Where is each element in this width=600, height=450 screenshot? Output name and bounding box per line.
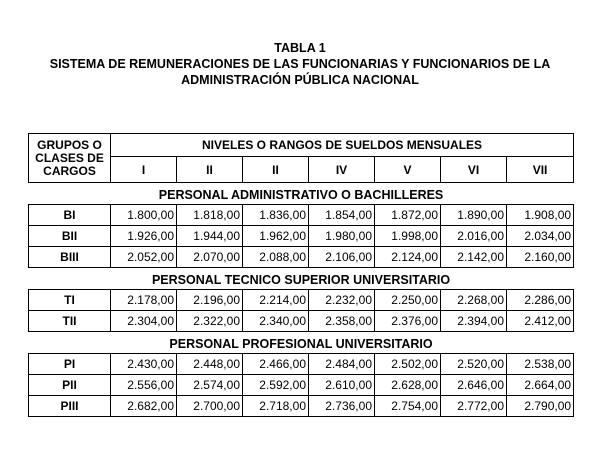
salary-cell: 2.646,00 — [441, 375, 507, 396]
salary-cell: 2.088,00 — [243, 247, 309, 268]
level-header-4: IV — [309, 157, 375, 183]
salary-cell: 2.196,00 — [177, 290, 243, 311]
salary-cell: 2.502,00 — [375, 354, 441, 375]
level-header-6: VI — [441, 157, 507, 183]
salary-cell: 2.700,00 — [177, 396, 243, 417]
salary-cell: 2.736,00 — [309, 396, 375, 417]
salary-cell: 2.034,00 — [507, 226, 574, 247]
salary-cell: 2.142,00 — [441, 247, 507, 268]
salary-cell: 2.214,00 — [243, 290, 309, 311]
salary-cell: 2.070,00 — [177, 247, 243, 268]
salary-cell: 1.908,00 — [507, 205, 574, 226]
section-row — [29, 332, 574, 354]
grade-code: TII — [29, 311, 111, 332]
salary-cell: 2.610,00 — [309, 375, 375, 396]
salary-cell: 2.718,00 — [243, 396, 309, 417]
salary-cell: 1.890,00 — [441, 205, 507, 226]
group-header-line-2: CLASES DE — [35, 150, 104, 165]
salary-cell: 2.394,00 — [441, 311, 507, 332]
salary-cell: 2.448,00 — [177, 354, 243, 375]
table-row — [29, 247, 574, 268]
table-row — [29, 205, 574, 226]
salary-cell: 2.250,00 — [375, 290, 441, 311]
salary-cell: 2.232,00 — [309, 290, 375, 311]
salary-cell: 2.556,00 — [111, 375, 177, 396]
salary-cell: 1.998,00 — [375, 226, 441, 247]
salary-cell: 2.304,00 — [111, 311, 177, 332]
table-row — [29, 354, 574, 375]
salary-cell: 2.376,00 — [375, 311, 441, 332]
salary-cell: 2.340,00 — [243, 311, 309, 332]
salary-cell: 2.322,00 — [177, 311, 243, 332]
section-title: PERSONAL PROFESIONAL UNIVERSITARIO — [169, 336, 433, 351]
section-row — [29, 268, 574, 290]
salary-cell: 2.178,00 — [111, 290, 177, 311]
level-header-7: VII — [507, 157, 574, 183]
salary-cell: 2.484,00 — [309, 354, 375, 375]
title-line-1: TABLA 1 — [274, 41, 326, 55]
salary-cell: 2.358,00 — [309, 311, 375, 332]
level-header-5: V — [375, 157, 441, 183]
grade-code: PII — [29, 375, 111, 396]
salary-cell: 2.160,00 — [507, 247, 574, 268]
salary-cell: 2.106,00 — [309, 247, 375, 268]
salary-cell: 2.538,00 — [507, 354, 574, 375]
salary-cell: 2.520,00 — [441, 354, 507, 375]
salary-cell: 1.836,00 — [243, 205, 309, 226]
salary-cell: 2.772,00 — [441, 396, 507, 417]
title-line-3: ADMINISTRACIÓN PÚBLICA NACIONAL — [181, 73, 419, 87]
salary-cell: 2.574,00 — [177, 375, 243, 396]
salary-cell: 2.430,00 — [111, 354, 177, 375]
salary-cell: 1.926,00 — [111, 226, 177, 247]
table-row — [29, 311, 574, 332]
salary-cell: 2.124,00 — [375, 247, 441, 268]
group-header-line-3: CARGOS — [43, 163, 96, 178]
salary-cell: 2.628,00 — [375, 375, 441, 396]
levels-row — [29, 157, 574, 183]
table-row — [29, 290, 574, 311]
salary-cell: 1.980,00 — [309, 226, 375, 247]
level-header-3: II — [243, 157, 309, 183]
grade-code: BII — [29, 226, 111, 247]
salary-cell: 1.818,00 — [177, 205, 243, 226]
salary-cell: 2.664,00 — [507, 375, 574, 396]
section-title: PERSONAL ADMINISTRATIVO O BACHILLERES — [158, 187, 444, 202]
salary-cell: 2.466,00 — [243, 354, 309, 375]
salary-cell: 1.800,00 — [111, 205, 177, 226]
table-row — [29, 396, 574, 417]
grade-code: BI — [29, 205, 111, 226]
salary-cell: 2.268,00 — [441, 290, 507, 311]
level-header-1: I — [111, 157, 177, 183]
section-row — [29, 183, 574, 205]
salary-cell: 2.016,00 — [441, 226, 507, 247]
section-title: PERSONAL TECNICO SUPERIOR UNIVERSITARIO — [151, 272, 451, 287]
salary-cell: 2.412,00 — [507, 311, 574, 332]
table-row — [29, 375, 574, 396]
salary-cell: 2.052,00 — [111, 247, 177, 268]
title-line-2: SISTEMA DE REMUNERACIONES DE LAS FUNCIONARIAS Y FUNCIONARIOS DE LA — [49, 57, 551, 71]
table-row — [29, 226, 574, 247]
group-header-cell — [29, 134, 111, 183]
salary-cell: 2.790,00 — [507, 396, 574, 417]
grade-code: BIII — [29, 247, 111, 268]
level-header-2: II — [177, 157, 243, 183]
grade-code: TI — [29, 290, 111, 311]
salary-table — [28, 133, 574, 417]
salary-cell: 1.872,00 — [375, 205, 441, 226]
salary-cell: 1.854,00 — [309, 205, 375, 226]
salary-cell: 1.944,00 — [177, 226, 243, 247]
grade-code: PIII — [29, 396, 111, 417]
salary-cell: 2.592,00 — [243, 375, 309, 396]
salary-cell: 2.682,00 — [111, 396, 177, 417]
group-header-line-1: GRUPOS O — [37, 137, 102, 152]
table-title — [0, 40, 600, 88]
salary-cell: 2.754,00 — [375, 396, 441, 417]
salary-cell: 2.286,00 — [507, 290, 574, 311]
levels-header: NIVELES O RANGOS DE SUELDOS MENSUALES — [111, 134, 574, 157]
salary-cell: 1.962,00 — [243, 226, 309, 247]
grade-code: PI — [29, 354, 111, 375]
